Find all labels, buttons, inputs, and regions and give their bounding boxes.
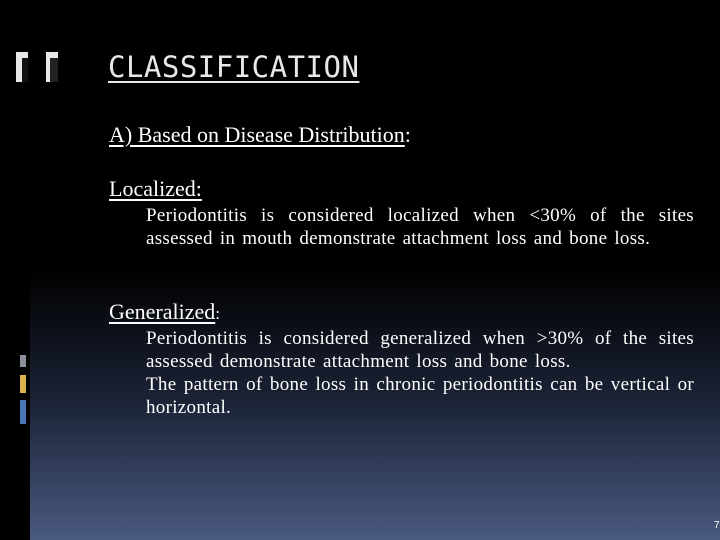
localized-description xyxy=(146,204,694,250)
section-label-text: Generalized xyxy=(109,299,216,324)
subheading xyxy=(109,122,411,148)
subheading-suffix: : xyxy=(404,122,411,147)
paragraph: Periodontitis is considered generalized when >30% of the sites assessed demonstrate attachment loss and bone loss. xyxy=(146,328,694,372)
title-marker-shadow xyxy=(50,58,58,82)
slide-title: CLASSIFICATION xyxy=(108,50,360,84)
accent-bar-grey xyxy=(20,355,26,367)
section-label-generalized xyxy=(109,299,220,325)
page-number: 7 xyxy=(714,520,720,531)
section-label-text: Localized: xyxy=(109,176,202,201)
section-label-suffix: : xyxy=(215,304,220,323)
title-marker-left-inner xyxy=(22,58,28,82)
generalized-description xyxy=(146,327,694,419)
subheading-text: A) Based on Disease Distribution xyxy=(109,122,405,147)
accent-bar-blue xyxy=(20,400,26,424)
accent-bar-gold xyxy=(20,375,26,393)
section-label-localized xyxy=(109,176,202,202)
paragraph: The pattern of bone loss in chronic periodontitis can be vertical or horizontal. xyxy=(146,374,694,418)
paragraph: Periodontitis is considered localized when <30% of the sites assessed in mouth demonstrate attachment loss and bone loss. xyxy=(146,205,694,249)
slide xyxy=(30,0,720,540)
